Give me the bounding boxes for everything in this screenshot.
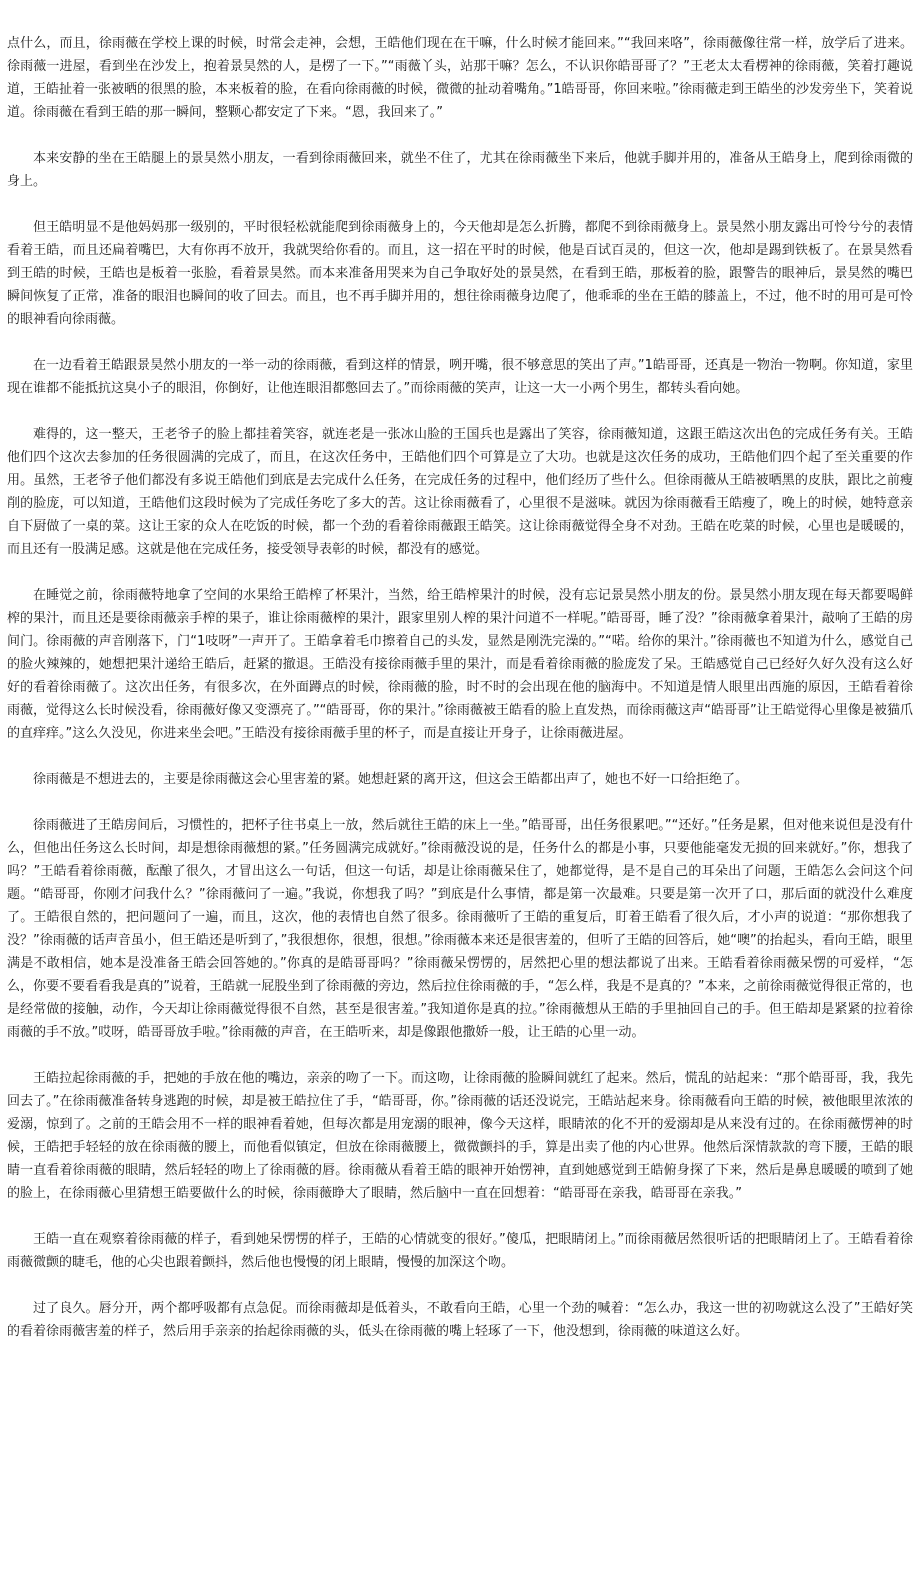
paragraph-9: 王皓拉起徐雨薇的手，把她的手放在他的嘴边，亲亲的吻了一下。而这吻，让徐雨薇的脸瞬间就红了起来。然后，慌乱的站起来：“那个皓哥哥，我，我先回去了。”在徐雨薇准备转身逃跑的时候，却是被王皓拉住了手，“皓哥哥，你。”徐雨薇的话还没说完，王皓站起来身。徐雨薇看向王皓的时候，被他眼里浓浓的爱溺，惊到了。之前的王皓会用不一样的眼神看着她，但每次都是用宠溺的眼神，像今天这样，眼睛浓的化不开的爱溺却是从来没有过的。在徐雨薇愣神的时候，王皓把手轻轻的放在徐雨薇的腰上，而他看似镇定，但放在徐雨薇腰上，微微颤抖的手，算是出卖了他的内心世界。他然后深情款款的弯下腰，王皓的眼睛一直看着徐雨薇的眼睛，然后轻轻的吻上了徐雨薇的唇。徐雨薇从看着王皓的眼神开始愣神，直到她感觉到王皓俯身探了下来，然后是鼻息暖暖的喷到了她的脸上，在徐雨薇心里猜想王皓要做什么的时候，徐雨薇睁大了眼睛，然后脑中一直在回想着：“皓哥哥在亲我，皓哥哥在亲我。” <box>7 1071 913 1201</box>
paragraph-4: 在一边看着王皓跟景昊然小朋友的一举一动的徐雨薇，看到这样的情景，咧开嘴，很不够意思的笑出了声。”1皓哥哥，还真是一物治一物啊。你知道，家里现在谁都不能抵抗这臭小子的眼泪，你倒好，让他连眼泪都憋回去了。”而徐雨薇的笑声，让这一大一小两个男生，都转头看向她。 <box>7 358 913 396</box>
paragraph-10: 王皓一直在观察着徐雨薇的样子，看到她呆愣愣的样子，王皓的心情就变的很好。”傻瓜，把眼睛闭上。”而徐雨薇居然很听话的把眼睛闭上了。王皓看着徐雨薇微颤的睫毛，他的心尖也跟着颤抖，然后他也慢慢的闭上眼睛，慢慢的加深这个吻。 <box>7 1232 913 1270</box>
paragraph-11: 过了良久。唇分开，两个都呼吸都有点急促。而徐雨薇却是低着头，不敢看向王皓，心里一个劲的喊着：“怎么办，我这一世的初吻就这么没了”王皓好笑的看着徐雨薇害羞的样子，然后用手亲亲的抬起徐雨薇的头，低头在徐雨薇的嘴上轻琢了一下，他没想到，徐雨薇的味道这么好。 <box>7 1301 913 1339</box>
paragraph-5: 难得的，这一整天，王老爷子的脸上都挂着笑容，就连老是一张冰山脸的王国兵也是露出了笑容，徐雨薇知道，这跟王皓这次出色的完成任务有关。王皓他们四个这次去参加的任务很圆满的完成了，而且，在这次任务中，王皓他们四个可算是立了大功。也就是这次任务的成功，王皓他们四个起了至关重要的作用。虽然，王老爷子他们都没有多说王皓他们到底是去完成什么任务，在完成任务的过程中，他们经历了些什么。但徐雨薇从王皓被晒黑的皮肤，跟比之前瘦削的脸庞，可以知道，王皓他们这段时候为了完成任务吃了多大的苦。这让徐雨薇看了，心里很不是滋味。就因为徐雨薇看王皓瘦了，晚上的时候，她特意亲自下厨做了一桌的菜。这让王家的众人在吃饭的时候，都一个劲的看着徐雨薇跟王皓笑。这让徐雨薇觉得全身不对劲。王皓在吃菜的时候，心里也是暖暖的，而且还有一股满足感。这就是他在完成任务，接受领导表彰的时候，都没有的感觉。 <box>7 427 913 557</box>
paragraph-1: 点什么，而且，徐雨薇在学校上课的时候，时常会走神，会想，王皓他们现在在干嘛，什么时候才能回来。”“我回来咯”，徐雨薇像往常一样，放学后了进来。徐雨薇一进屋，看到坐在沙发上，抱着景昊然的人，是楞了一下。”“雨薇丫头，站那干嘛？怎么，不认识你皓哥哥了？”王老太太看楞神的徐雨薇，笑着打趣说道，王皓扯着一张被晒的很黑的脸，本来板着的脸，在看向徐雨薇的时候，微微的扯动着嘴角。”1皓哥哥，你回来啦。”徐雨薇走到王皓坐的沙发旁坐下，笑着说道。徐雨薇在看到王皓的那一瞬间，整颗心都安定了下来。“恩，我回来了。” <box>7 36 913 120</box>
paragraph-3: 但王皓明显不是他妈妈那一级别的，平时很轻松就能爬到徐雨薇身上的，今天他却是怎么折腾，都爬不到徐雨薇身上。景昊然小朋友露出可怜兮兮的表情看着王皓，而且还扁着嘴巴，大有你再不放开，我就哭给你看的。而且，这一招在平时的时候，他是百试百灵的，但这一次，他却是踢到铁板了。在景昊然看到王皓的时候，王皓也是板着一张脸，看着景昊然。而本来准备用哭来为自己争取好处的景昊然，在看到王皓，那板着的脸，跟警告的眼神后，景昊然的嘴巴瞬间恢复了正常，准备的眼泪也瞬间的收了回去。而且，也不再手脚并用的，想往徐雨薇身边爬了，他乖乖的坐在王皓的膝盖上，不过，他不时的用可是可怜的眼神看向徐雨薇。 <box>7 220 913 327</box>
paragraph-7: 徐雨薇是不想进去的，主要是徐雨薇这会心里害羞的紧。她想赶紧的离开这，但这会王皓都出声了，她也不好一口给拒绝了。 <box>33 772 749 787</box>
paragraph-8: 徐雨薇进了王皓房间后，习惯性的，把杯子往书桌上一放，然后就往王皓的床上一坐。”皓哥哥，出任务很累吧。”“还好。”任务是累，但对他来说但是没有什么，但他出任务这么长时间，却是想徐雨薇想的紧。”任务圆满完成就好。”徐雨薇没说的是，任务什么的都是小事，只要他能毫发无损的回来就好。”你，想我了吗？”王皓看着徐雨薇，酝酿了很久，才冒出这么一句话，但这一句话，却是让徐雨薇呆住了，她都觉得，是不是自己的耳朵出了问题，王皓怎么会问这个问题。“皓哥哥，你刚才问我什么？”徐雨薇问了一遍。”我说，你想我了吗？”到底是什么事情，都是第一次最难。只要是第一次开了口，那后面的就没什么难度了。王皓很自然的，把问题问了一遍，而且，这次，他的表情也自然了很多。徐雨薇听了王皓的重复后，盯着王皓看了很久后，才小声的说道：“那你想我了没？”徐雨薇的话声音虽小，但王皓还是听到了，”我很想你，很想，很想。”徐雨薇本来还是很害羞的，但听了王皓的回答后，她“噢”的抬起头，看向王皓，眼里满是不敢相信，她本是没准备王皓会回答她的。”你真的是皓哥哥吗？”徐雨薇呆愣愣的，居然把心里的想法都说了出来。王皓看着徐雨薇呆愣的可爱样，“怎么，你要不要看看我是真的”说着，王皓就一屁股坐到了徐雨薇的旁边，然后拉住徐雨薇的手，“怎么样，我是不是真的？”本来，之前徐雨薇觉得很正常的，也是经常做的接触，动作，今天却让徐雨薇觉得很不自然，甚至是很害羞。”我知道你是真的拉。”徐雨薇想从王皓的手里抽回自己的手。但王皓却是紧紧的拉着徐雨薇的手不放。”哎呀，皓哥哥放手啦。”徐雨薇的声音，在王皓听来，却是像跟他撒娇一般，让王皓的心里一动。 <box>7 818 913 1040</box>
paragraph-2: 本来安静的坐在王皓腿上的景昊然小朋友，一看到徐雨薇回来，就坐不住了，尤其在徐雨薇坐下来后，他就手脚并用的，准备从王皓身上，爬到徐雨微的身上。 <box>7 151 913 189</box>
paragraph-6: 在睡觉之前，徐雨薇特地拿了空间的水果给王皓榨了杯果汁，当然，给王皓榨果汁的时候，没有忘记景昊然小朋友的份。景昊然小朋友现在每天都要喝鲜榨的果汁，而且还是要徐雨薇亲手榨的果子，谁让徐雨薇榨的果汁，跟家里别人榨的果汁问道不一样呢。”皓哥哥，睡了没？”徐雨薇拿着果汁，敲响了王皓的房间门。徐雨薇的声音刚落下，门“1吱呀”一声开了。王皓拿着毛巾擦着自己的头发，显然是刚洗完澡的。”“喏。给你的果汁。”徐雨薇也不知道为什么，感觉自己的脸火辣辣的，她想把果汁递给王皓后，赶紧的撤退。王皓没有接徐雨薇手里的果汁，而是看着徐雨薇的脸庞发了呆。王皓感觉自己已经好久好久没有这么好好的看着徐雨薇了。这次出任务，有很多次，在外面蹲点的时候，徐雨薇的脸，时不时的会出现在他的脑海中。不知道是情人眼里出西施的原因，王皓看着徐雨薇，觉得这么长时候没看，徐雨薇好像又变漂亮了。”“皓哥哥，你的果汁。”徐雨薇被王皓看的脸上直发热，而徐雨薇这声“皓哥哥”让王皓觉得心里像是被猫爪的直痒痒。”这么久没见，你进来坐会吧。”王皓没有接徐雨薇手里的杯子，而是直接让开身子，让徐雨薇进屋。 <box>7 588 913 741</box>
